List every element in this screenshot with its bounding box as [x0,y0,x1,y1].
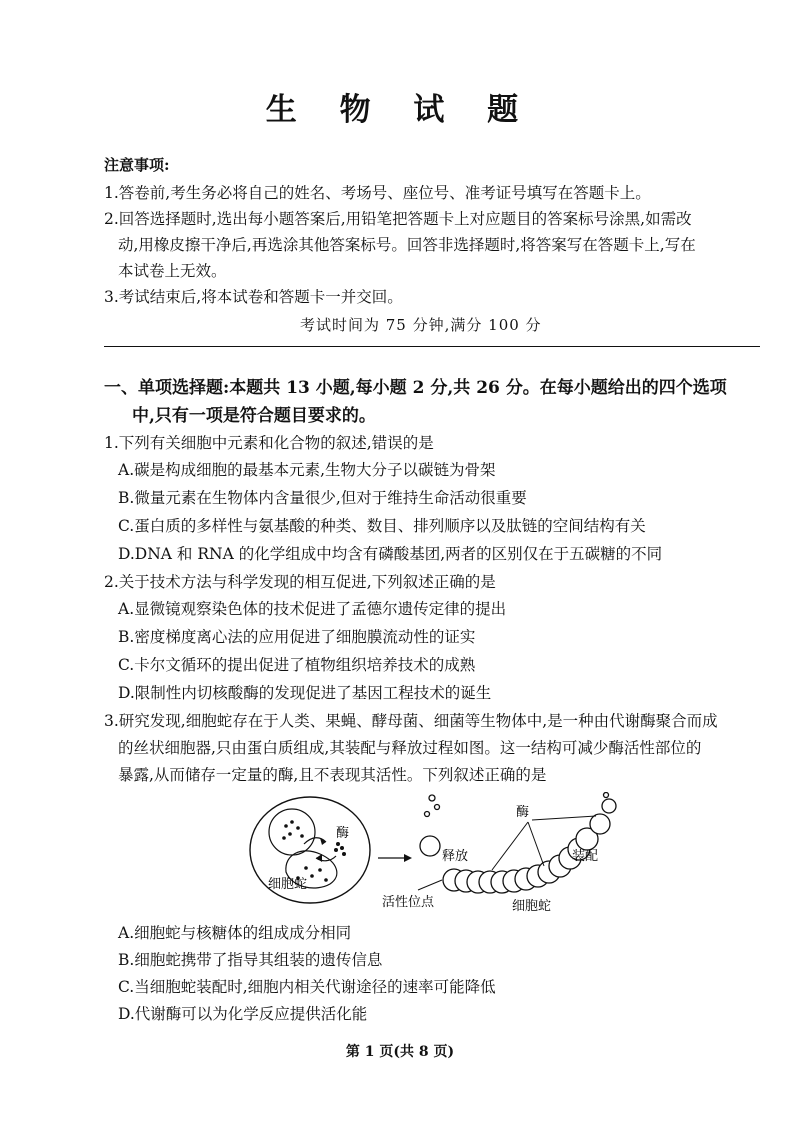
label-cell-snake-right: 细胞蛇 [512,899,552,914]
label-assembly: 装配 [572,849,599,864]
page-title: 生 物 试 题 [265,92,535,128]
q3-stem-line-1: 3.研究发现,细胞蛇存在于人类、果蝇、酵母菌、细菌等生物体中,是一种由代谢酶聚合而成 [104,712,718,730]
q1-option-d: D.DNA 和 RNA 的化学组成中均含有磷酸基团,两者的区别仅在于五碳糖的不同 [118,545,663,563]
q3-option-a: A.细胞蛇与核糖体的组成成分相同 [118,924,352,942]
notice-item-1: 1.答卷前,考生务必将自己的姓名、考场号、座位号、准考证号填写在答题卡上。 [104,184,651,202]
divider-rule [104,346,760,347]
q1-option-b: B.微量元素在生物体内含量很少,但对于维持生命活动很重要 [118,489,527,507]
label-cell-snake-left: 细胞蛇 [268,877,308,892]
q3-option-d: D.代谢酶可以为化学反应提供活化能 [118,1005,368,1023]
label-enzyme-right: 酶 [516,805,530,820]
q1-stem: 1.下列有关细胞中元素和化合物的叙述,错误的是 [104,434,434,452]
notice-heading: 注意事项: [104,156,170,174]
q3-option-b: B.细胞蛇携带了指导其组装的遗传信息 [118,951,383,969]
label-active-site: 活性位点 [382,895,435,910]
q1-option-c: C.蛋白质的多样性与氨基酸的种类、数目、排列顺序以及肽链的空间结构有关 [118,517,646,535]
notice-item-2-line-3: 本试卷上无效。 [118,262,227,280]
notice-item-3: 3.考试结束后,将本试卷和答题卡一并交回。 [104,288,403,306]
arrow-right-icon [378,854,412,862]
page-footer: 第 1 页(共 8 页) [345,1044,455,1060]
exam-info: 考试时间为 75 分钟,满分 100 分 [300,316,542,334]
q2-option-a: A.显微镜观察染色体的技术促进了孟德尔遗传定律的提出 [118,600,507,618]
q3-stem-line-3: 暴露,从而储存一定量的酶,且不表现其活性。下列叙述正确的是 [118,766,547,784]
q2-option-b: B.密度梯度离心法的应用促进了细胞膜流动性的证实 [118,628,476,646]
q2-stem: 2.关于技术方法与科学发现的相互促进,下列叙述正确的是 [104,573,496,591]
cell-snake-diagram [246,792,626,914]
q1-option-a: A.碳是构成细胞的最基本元素,生物大分子以碳链为骨架 [118,461,496,479]
q3-option-c: C.当细胞蛇装配时,细胞内相关代谢途径的速率可能降低 [118,978,496,996]
q3-stem-line-2: 的丝状细胞器,只由蛋白质组成,其装配与释放过程如图。这一结构可减少酶活性部位的 [118,739,702,757]
section-heading-line-2: 中,只有一项是符合题目要求的。 [132,406,376,426]
label-enzyme-left: 酶 [336,826,350,841]
section-heading-line-1: 一、单项选择题:本题共 13 小题,每小题 2 分,共 26 分。在每小题给出的四个选项 [104,378,727,398]
notice-item-2-line-1: 2.回答选择题时,选出每小题答案后,用铅笔把答题卡上对应题目的答案标号涂黑,如需改 [104,210,692,228]
label-release: 释放 [442,849,469,864]
q2-option-c: C.卡尔文循环的提出促进了植物组织培养技术的成熟 [118,656,476,674]
notice-item-2-line-2: 动,用橡皮擦干净后,再选涂其他答案标号。回答非选择题时,将答案写在答题卡上,写在 [118,236,696,254]
q2-option-d: D.限制性内切核酸酶的发现促进了基因工程技术的诞生 [118,684,492,702]
